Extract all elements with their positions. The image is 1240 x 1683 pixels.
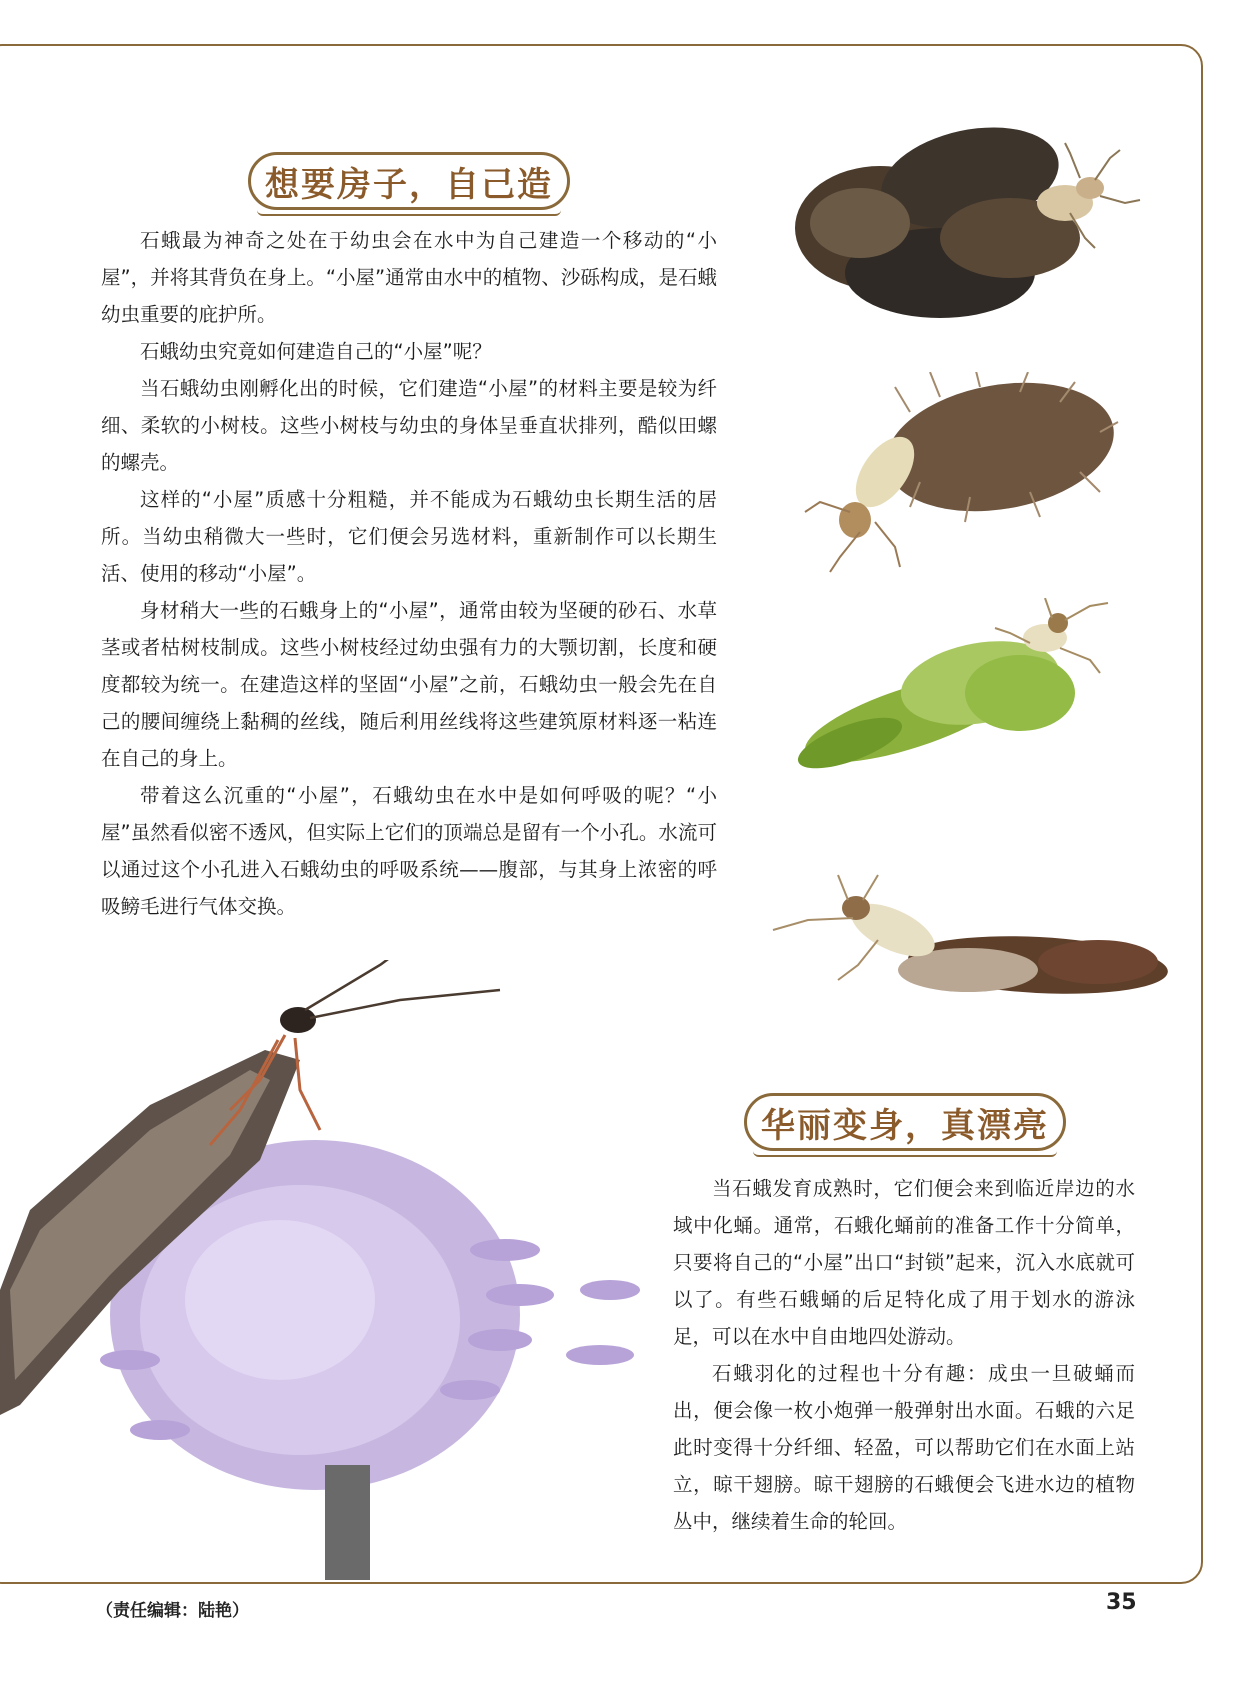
section-body-transformation: [673, 1170, 1135, 1540]
section-title-build-house: 想要房子，自己造: [248, 152, 570, 210]
adult-caddisfly-on-flower-photo: [0, 960, 660, 1580]
page-number: 35: [1106, 1590, 1137, 1615]
paragraph: 石蛾最为神奇之处在于幼虫会在水中为自己建造一个移动的“小屋”，并将其背负在身上。“小屋”通常由水中的植物、沙砾构成，是石蛾幼虫重要的庇护所。: [101, 229, 717, 326]
paragraph: 这样的“小屋”质感十分粗糙，并不能成为石蛾幼虫长期生活的居所。当幼虫稍微大一些时，它们便会另选材料，重新制作可以长期生活、使用的移动“小屋”。: [101, 488, 717, 585]
section-title-transformation: 华丽变身，真漂亮: [744, 1093, 1066, 1151]
paragraph: 石蛾羽化的过程也十分有趣：成虫一旦破蛹而出，便会像一枚小炮弹一般弹射出水面。石蛾的六足此时变得十分纤细、轻盈，可以帮助它们在水面上站立，晾干翅膀。晾干翅膀的石蛾便会飞进水边的植物丛中，继续着生命的轮回。: [673, 1362, 1135, 1533]
larva-green-leaf-case-photo: [790, 598, 1120, 778]
section-body-build-house: [101, 222, 717, 925]
paragraph: 身材稍大一些的石蛾身上的“小屋”，通常由较为坚硬的砂石、水草茎或者枯树枝制成。这些小树枝经过幼虫强有力的大颚切割，长度和硬度都较为统一。在建造这样的坚固“小屋”之前，石蛾幼虫一般会先在自己的腰间缠绕上黏稠的丝线，随后利用丝线将这些建筑原材料逐一粘连在自己的身上。: [101, 599, 717, 770]
larva-leaf-case-photo: [770, 108, 1150, 328]
paragraph: 当石蛾发育成熟时，它们便会来到临近岸边的水域中化蛹。通常，石蛾化蛹前的准备工作十分简单，只要将自己的“小屋”出口“封锁”起来，沉入水底就可以了。有些石蛾蛹的后足特化成了用于划水的游泳足，可以在水中自由地四处游动。: [673, 1177, 1135, 1348]
larva-bark-case-photo: [768, 870, 1178, 1020]
footer-editor-credit: （责任编辑：陆艳）: [96, 1601, 249, 1621]
paragraph: 当石蛾幼虫刚孵化出的时候，它们建造“小屋”的材料主要是较为纤细、柔软的小树枝。这些小树枝与幼虫的身体呈垂直状排列，酷似田螺的螺壳。: [101, 377, 717, 474]
larva-twig-case-photo: [800, 372, 1120, 582]
paragraph: 带着这么沉重的“小屋”，石蛾幼虫在水中是如何呼吸的呢？“小屋”虽然看似密不透风，但实际上它们的顶端总是留有一个小孔。水流可以通过这个小孔进入石蛾幼虫的呼吸系统——腹部，与其身上浓密的呼吸鳑毛进行气体交换。: [101, 784, 717, 918]
paragraph: 石蛾幼虫究竟如何建造自己的“小屋”呢？: [140, 340, 492, 363]
